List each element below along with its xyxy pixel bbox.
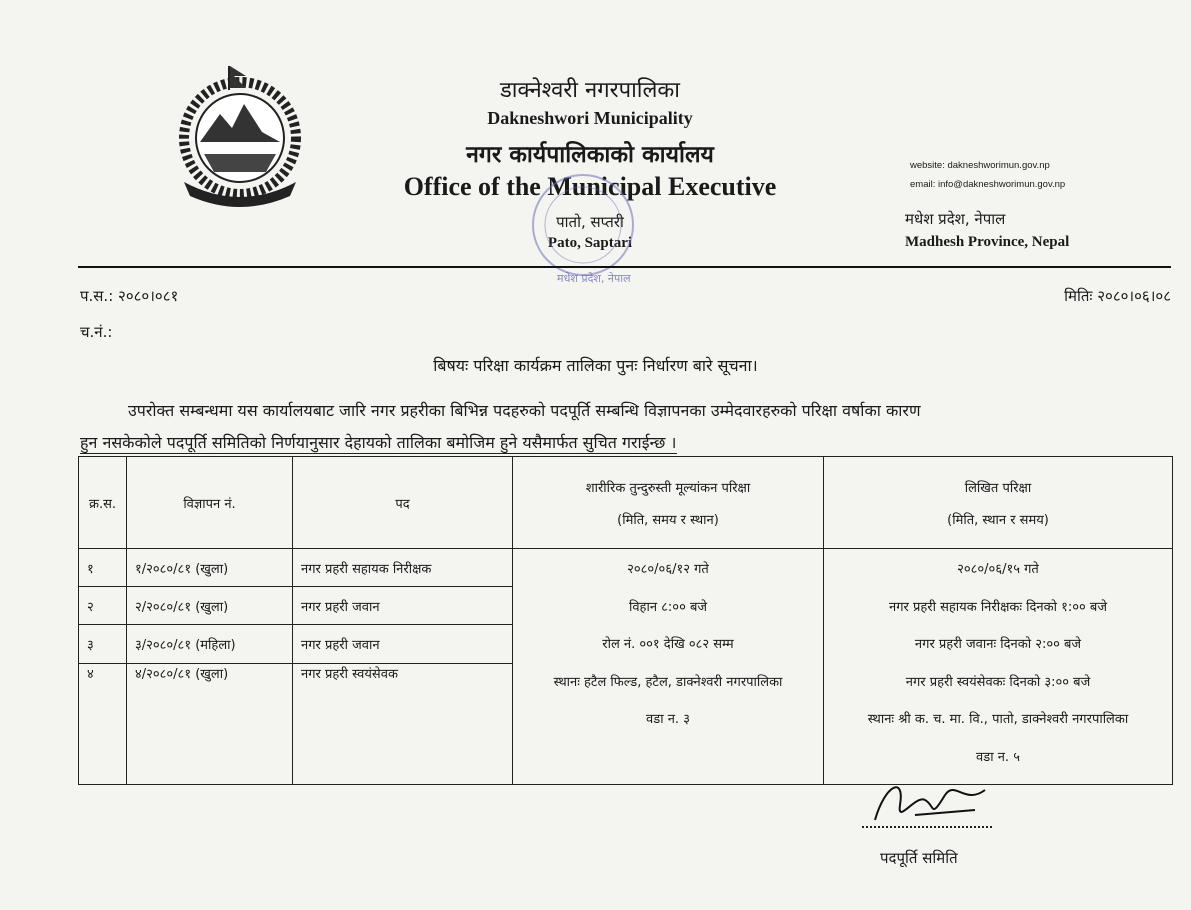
office-stamp bbox=[505, 170, 660, 290]
header-physical-sub: (मिति, समय र स्थान) bbox=[617, 512, 719, 528]
province-en: Madhesh Province, Nepal bbox=[905, 234, 1070, 250]
written-exam-details bbox=[824, 549, 1173, 785]
office-name-np: नगर कार्यपालिकाको कार्यालय bbox=[466, 142, 714, 168]
header-written-sub: (मिति, स्थान र समय) bbox=[947, 512, 1049, 528]
row-sn: १ bbox=[79, 549, 127, 587]
row-adv-no: १/२०८०/८१ (खुला) bbox=[127, 549, 293, 587]
row-post: नगर प्रहरी सहायक निरीक्षक bbox=[293, 549, 513, 587]
municipality-name-np: डाक्नेश्वरी नगरपालिका bbox=[499, 78, 680, 103]
row-sn: ३ bbox=[79, 625, 127, 663]
written-time-asi: नगर प्रहरी सहायक निरीक्षकः दिनको १:०० बजे bbox=[889, 599, 1107, 615]
header-divider bbox=[78, 266, 1171, 268]
physical-ward: वडा न. ३ bbox=[646, 712, 690, 727]
province-np: मधेश प्रदेश, नेपाल bbox=[905, 210, 1006, 228]
written-time-jawan: नगर प्रहरी जवानः दिनको २:०० बजे bbox=[914, 637, 1082, 652]
row-adv-no: ३/२०८०/८१ (महिला) bbox=[127, 625, 293, 663]
row-post: नगर प्रहरी जवान bbox=[293, 625, 513, 663]
signature-line bbox=[862, 826, 992, 828]
location-en: Pato, Saptari bbox=[547, 235, 633, 251]
letter-date: मितिः २०८०।०६।०८ bbox=[1064, 287, 1171, 305]
written-venue: स्थानः श्री क. च. मा. वि., पातो, डाक्नेश्वरी नगरपालिका bbox=[867, 712, 1129, 727]
body-line-1: उपरोक्त सम्बन्धमा यस कार्यालयबाट जारि नगर प्रहरीका बिभिन्न पदहरुको पदपूर्ति सम्बन्धि विज्ञापनका उम्मेदवारहरुको परिक्षा वर्षाका कारण bbox=[128, 401, 921, 420]
header-post: पद bbox=[293, 457, 513, 549]
reference-number: प.स.: २०८०।०८१ bbox=[80, 287, 179, 305]
physical-date: २०८०/०६/१२ गते bbox=[627, 562, 709, 577]
table-row bbox=[79, 549, 1173, 587]
office-name-en: Office of the Municipal Executive bbox=[403, 172, 777, 201]
nepal-emblem-icon bbox=[170, 62, 310, 210]
header-written bbox=[824, 457, 1173, 549]
stamp-text: मधेश प्रदेश, नेपाल bbox=[557, 272, 631, 285]
physical-time: विहान ८:०० बजे bbox=[628, 599, 708, 615]
letter-subject: बिषयः परिक्षा कार्यक्रम तालिका पुनः निर्धारण बारे सूचना। bbox=[433, 356, 758, 375]
signature bbox=[855, 765, 1005, 840]
written-time-volunteer: नगर प्रहरी स्वयंसेवकः दिनको ३:०० बजे bbox=[905, 674, 1091, 690]
municipality-name-en: Dakneshwori Municipality bbox=[487, 108, 693, 128]
header-adv-no: विज्ञापन नं. bbox=[127, 457, 293, 549]
exam-schedule-table bbox=[78, 456, 1173, 785]
row-post: नगर प्रहरी स्वयंसेवक bbox=[293, 663, 513, 784]
row-sn: ४ bbox=[79, 663, 127, 784]
row-adv-no: ४/२०८०/८१ (खुला) bbox=[127, 663, 293, 784]
body-line-2: हुन नसकेकोले पदपूर्ति समितिको निर्णयानुसार देहायको तालिका बमोजिम हुने यसैमार्फत सुचित गराईन्छ । bbox=[80, 433, 677, 452]
location-np: पातो, सप्तरी bbox=[556, 213, 624, 231]
physical-roll: रोल नं. ००१ देखि ०८२ सम्म bbox=[602, 637, 734, 652]
row-adv-no: २/२०८०/८१ (खुला) bbox=[127, 587, 293, 625]
row-post: नगर प्रहरी जवान bbox=[293, 587, 513, 625]
signatory-title: पदपूर्ति समिति bbox=[880, 849, 958, 867]
website-text: website: dakneshworimun.gov.np bbox=[910, 160, 1050, 171]
written-ward: वडा न. ५ bbox=[976, 749, 1020, 765]
physical-exam-details bbox=[513, 549, 824, 785]
header-physical-title: शारीरिक तुन्दुरुस्ती मूल्यांकन परिक्षा bbox=[585, 480, 751, 496]
header-physical bbox=[513, 457, 824, 549]
email-text: email: info@dakneshworimun.gov.np bbox=[910, 179, 1066, 190]
header-written-title: लिखित परिक्षा bbox=[964, 480, 1032, 496]
table-header-row bbox=[79, 457, 1173, 549]
physical-venue: स्थानः हटैल फिल्ड, हटैल, डाक्नेश्वरी नगरपालिका bbox=[553, 674, 783, 690]
row-sn: २ bbox=[79, 587, 127, 625]
written-date: २०८०/०६/१५ गते bbox=[957, 562, 1039, 577]
dispatch-number: च.नं.: bbox=[80, 323, 113, 341]
header-sn: क्र.स. bbox=[79, 457, 127, 549]
